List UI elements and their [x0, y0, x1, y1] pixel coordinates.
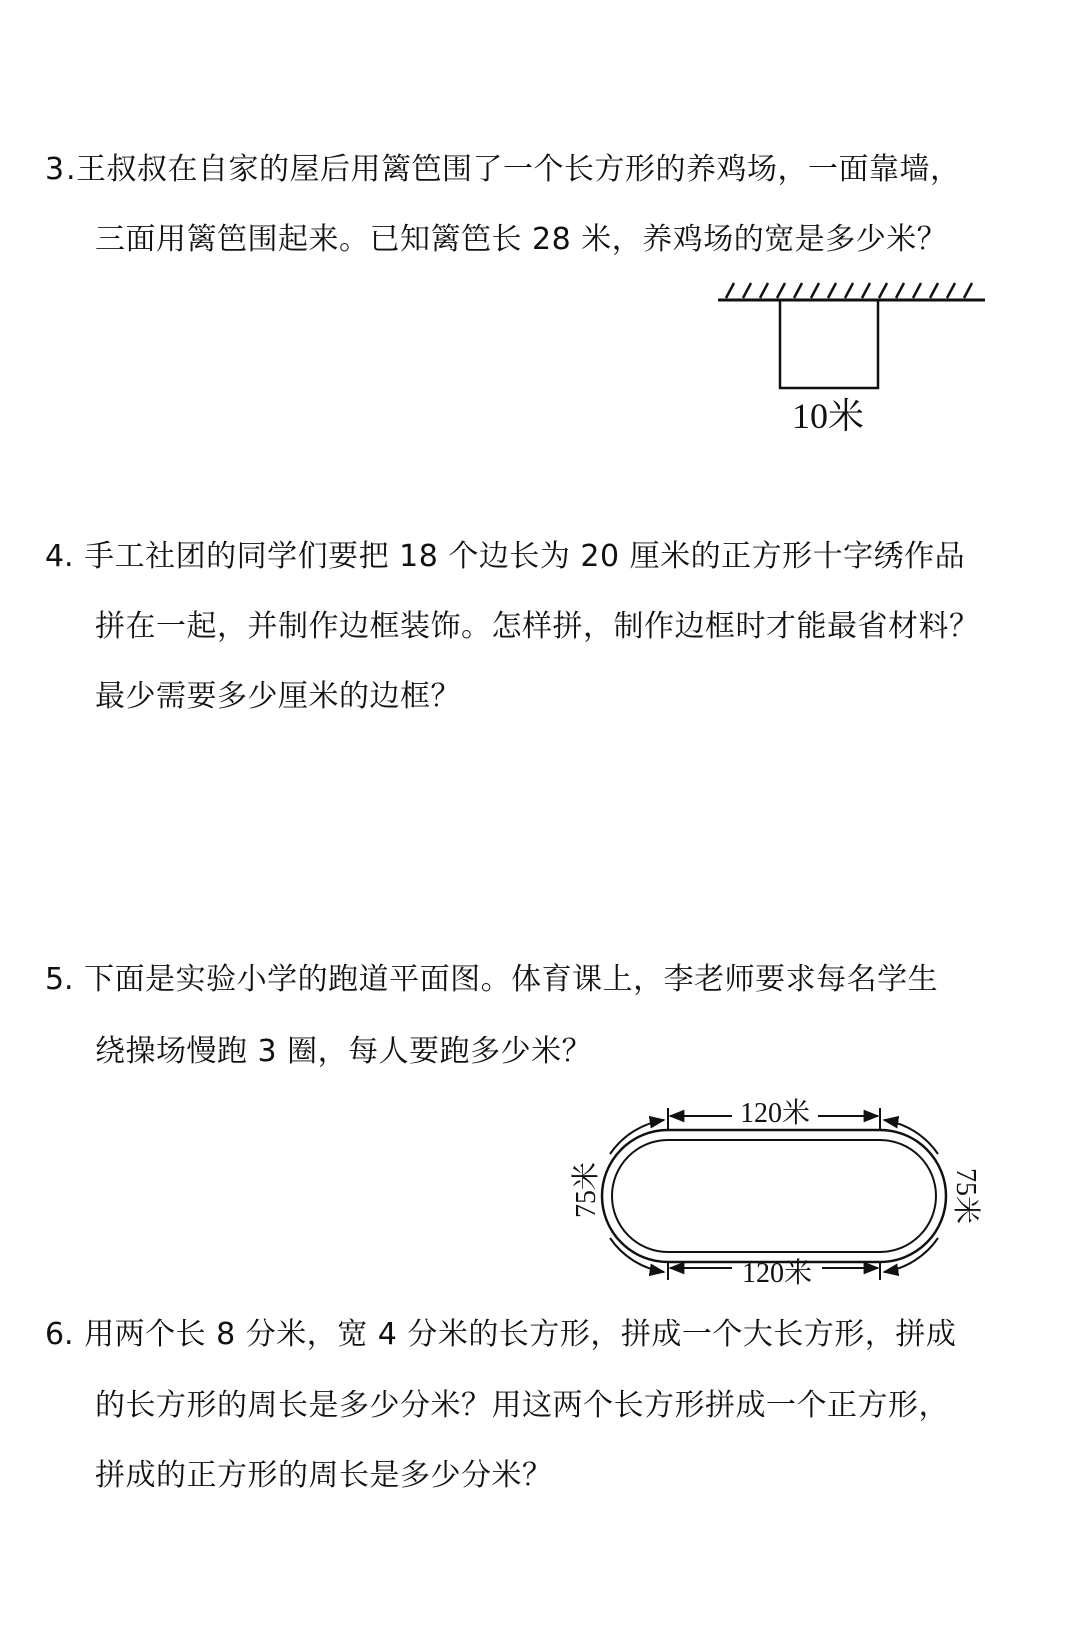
- track-left-label: 75米: [571, 1161, 602, 1219]
- coop-length-label: 10米: [791, 396, 865, 436]
- question-text-line: . 用两个长 8 分米，宽 4 分米的长方形，拼成一个大长方形，拼成: [64, 1317, 957, 1352]
- question-text-line: 拼在一起，并制作边框装饰。怎样拼，制作边框时才能最省材料？: [95, 609, 980, 644]
- question-text-line: . 手工社团的同学们要把 18 个边长为 20 厘米的正方形十字绣作品: [64, 539, 966, 574]
- track-outer-lane: [602, 1130, 946, 1262]
- question-number: 3: [45, 152, 65, 187]
- question-number: 6: [45, 1317, 65, 1352]
- question-number: 4: [45, 539, 65, 574]
- question-text-line: 最少需要多少厘米的边框？: [95, 679, 461, 714]
- question-text-line: 绕操场慢跑 3 圈，每人要跑多少米？: [95, 1034, 593, 1069]
- question-text-line: 拼成的正方形的周长是多少分米？: [95, 1458, 553, 1493]
- question-text-line: 三面用篱笆围起来。已知篱笆长 28 米，养鸡场的宽是多少米？: [95, 222, 948, 257]
- question-number: 5: [45, 962, 65, 997]
- question-text-line: .王叔叔在自家的屋后用篱笆围了一个长方形的养鸡场，一面靠墙，: [66, 152, 961, 187]
- question-text-line: 的长方形的周长是多少分米？用这两个长方形拼成一个正方形，: [95, 1388, 949, 1423]
- track-top-label: 120米: [739, 1098, 811, 1129]
- track-bottom-label: 120米: [741, 1258, 813, 1289]
- track-right-label: 75米: [950, 1167, 981, 1225]
- track-inner-lane: [612, 1140, 936, 1252]
- question-text-line: . 下面是实验小学的跑道平面图。体育课上，李老师要求每名学生: [64, 962, 939, 997]
